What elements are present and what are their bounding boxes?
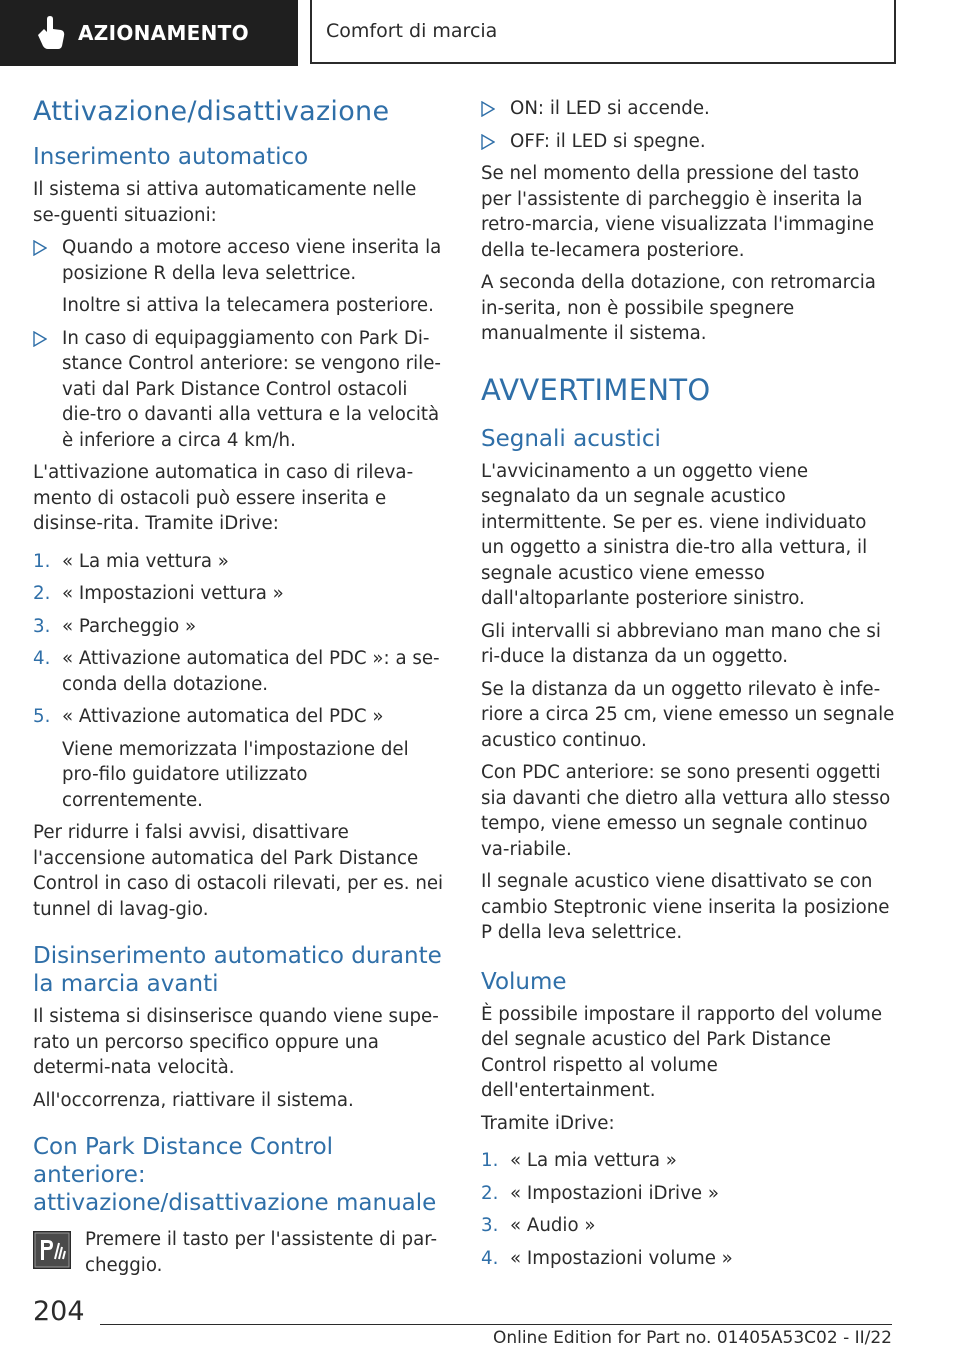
step-subtext: Viene memorizzata l'impostazione del pro-filo guidatore utilizzato correntemente. bbox=[62, 738, 409, 811]
step-text: « Parcheggio » bbox=[62, 615, 197, 637]
page-header bbox=[0, 0, 960, 66]
heading-activation: Attivazione/disattivazione bbox=[33, 96, 390, 127]
step-item bbox=[33, 549, 447, 575]
step-text: « Impostazioni volume » bbox=[510, 1247, 733, 1269]
step-number: 3. bbox=[481, 1215, 499, 1236]
paragraph-signal-5: Il segnale acustico viene disattivato se con cambio Steptronic viene inserita la posizione P della leva selettrice. bbox=[481, 871, 890, 943]
button-instruction bbox=[33, 1227, 447, 1278]
paragraph-activation: L'attivazione automatica in caso di rileva-mento di ostacoli può essere inserita e disinse-rita. Tramite iDrive: bbox=[33, 462, 414, 534]
step-item bbox=[33, 704, 447, 813]
step-text: « La mia vettura » bbox=[510, 1150, 677, 1171]
chapter-tab bbox=[310, 0, 896, 64]
list-item bbox=[481, 129, 895, 155]
step-number: 1. bbox=[33, 550, 51, 572]
paragraph-intro: Il sistema si attiva automaticamente nelle se-guenti situazioni: bbox=[33, 179, 417, 226]
paragraph-false-alarms: Per ridurre i falsi avvisi, disattivare l'accensione automatica del Park Distance Control in caso di ostacoli rilevati, per es. nei tunnel di lavag-gio. bbox=[33, 822, 444, 920]
paragraph-volume-2: Tramite iDrive: bbox=[481, 1112, 615, 1134]
heading-volume: Volume bbox=[481, 968, 567, 995]
hand-pointer-icon bbox=[30, 13, 70, 53]
triangle-bullet-icon bbox=[481, 134, 495, 150]
step-item bbox=[33, 646, 447, 697]
triangle-bullet-icon bbox=[33, 240, 47, 256]
section-title: AZIONAMENTO bbox=[78, 21, 249, 45]
triangle-bullet-icon bbox=[33, 331, 47, 347]
chapter-title: Comfort di marcia bbox=[326, 20, 498, 42]
step-number: 2. bbox=[33, 583, 51, 604]
section-tab bbox=[0, 0, 298, 66]
step-item bbox=[33, 614, 447, 640]
list-item bbox=[33, 235, 447, 319]
step-item bbox=[481, 1213, 895, 1239]
list-item bbox=[33, 326, 447, 454]
paragraph-disinsert: Il sistema si disinserisce quando viene supe-rato un percorso specifico oppure una determi-nata velocità. bbox=[33, 1006, 439, 1078]
step-item bbox=[481, 1181, 895, 1207]
step-text: « Attivazione automatica del PDC »: a se-conda della dotazione. bbox=[62, 648, 440, 695]
step-text: « La mia vettura » bbox=[62, 550, 229, 572]
heading-disinsert: Disinserimento automatico durante la marcia avanti bbox=[33, 943, 442, 997]
list-item bbox=[481, 96, 895, 122]
list-item-text: OFF: il LED si spegne. bbox=[510, 130, 706, 152]
paragraph-reverse: Se nel momento della pressione del tasto per l'assistente di parcheggio è inserita la retro-marcia, viene visualizzata l'immagine della te-lecamera posteriore. bbox=[481, 163, 875, 261]
step-text: « Attivazione automatica del PDC » bbox=[62, 706, 384, 727]
list-item-text: In caso di equipaggiamento con Park Di-stance Control anteriore: se vengono rile-vati dal Park Distance Control ostacoli die-tro o davanti alla vettura e la velocità è inferiore a circa 4 km/h. bbox=[62, 327, 441, 451]
bullet-list bbox=[33, 235, 447, 453]
list-item-text: ON: il LED si accende. bbox=[510, 98, 710, 119]
list-item-subtext: Inoltre si attiva la telecamera posteriore. bbox=[62, 295, 434, 316]
step-item bbox=[481, 1246, 895, 1272]
paragraph-signal-2: Gli intervalli si abbreviano man mano che si ri-duce la distanza da un oggetto. bbox=[481, 620, 881, 667]
paragraph-press-button: Premere il tasto per l'assistente di par-cheggio. bbox=[85, 1229, 438, 1276]
paragraph-signal-1: L'avvicinamento a un oggetto viene segnalato da un segnale acustico intermittente. Se per es. viene individuato un oggetto a sinistra die-tro alla vettura, il segnale acustico viene emesso dall'altoparlante posteriore sinistro. bbox=[481, 460, 868, 609]
step-number: 3. bbox=[33, 615, 51, 637]
step-text: « Audio » bbox=[510, 1215, 596, 1236]
step-item bbox=[33, 581, 447, 607]
step-number: 2. bbox=[481, 1182, 499, 1204]
heading-auto-insert: Inserimento automatico bbox=[33, 144, 309, 170]
step-number: 4. bbox=[481, 1247, 499, 1269]
paragraph-signal-4: Con PDC anteriore: se sono presenti oggetti sia davanti che dietro alla vettura allo stesso tempo, viene emesso un segnale continuo va-riabile. bbox=[481, 762, 891, 860]
steps-list bbox=[33, 549, 447, 814]
heading-manual: Con Park Distance Control anteriore: attivazione/disattivazione manuale bbox=[33, 1134, 437, 1216]
park-assist-button-icon bbox=[33, 1231, 71, 1269]
paragraph-depends: A seconda della dotazione, con retromarcia in-serita, non è possibile spegnere manualmente il sistema. bbox=[481, 272, 876, 344]
step-number: 4. bbox=[33, 648, 51, 669]
step-text: « Impostazioni vettura » bbox=[62, 583, 284, 604]
step-number: 5. bbox=[33, 706, 51, 727]
step-number: 1. bbox=[481, 1150, 499, 1171]
footer-divider bbox=[100, 1324, 892, 1325]
triangle-bullet-icon bbox=[481, 101, 495, 117]
paragraph-signal-3: Se la distanza da un oggetto rilevato è infe-riore a circa 25 cm, viene emesso un segnale acustico continuo. bbox=[481, 678, 895, 751]
step-text: « Impostazioni iDrive » bbox=[510, 1182, 719, 1204]
step-item bbox=[481, 1148, 895, 1174]
right-column bbox=[481, 96, 895, 1278]
heading-warning: AVVERTIMENTO bbox=[481, 372, 711, 407]
led-list bbox=[481, 96, 895, 154]
edition-footer: Online Edition for Part no. 01405A53C02 - II/22 bbox=[492, 1328, 892, 1348]
volume-steps-list bbox=[481, 1148, 895, 1271]
page-number: 204 bbox=[33, 1296, 85, 1327]
heading-signals: Segnali acustici bbox=[481, 425, 661, 452]
list-item-text: Quando a motore acceso viene inserita la posizione R della leva selettrice. bbox=[62, 237, 442, 284]
left-column bbox=[33, 96, 447, 1285]
paragraph-reactivate: All'occorrenza, riattivare il sistema. bbox=[33, 1089, 354, 1111]
paragraph-volume-1: È possibile impostare il rapporto del volume del segnale acustico del Park Distance Control rispetto al volume dell'entertainment. bbox=[481, 1003, 883, 1101]
